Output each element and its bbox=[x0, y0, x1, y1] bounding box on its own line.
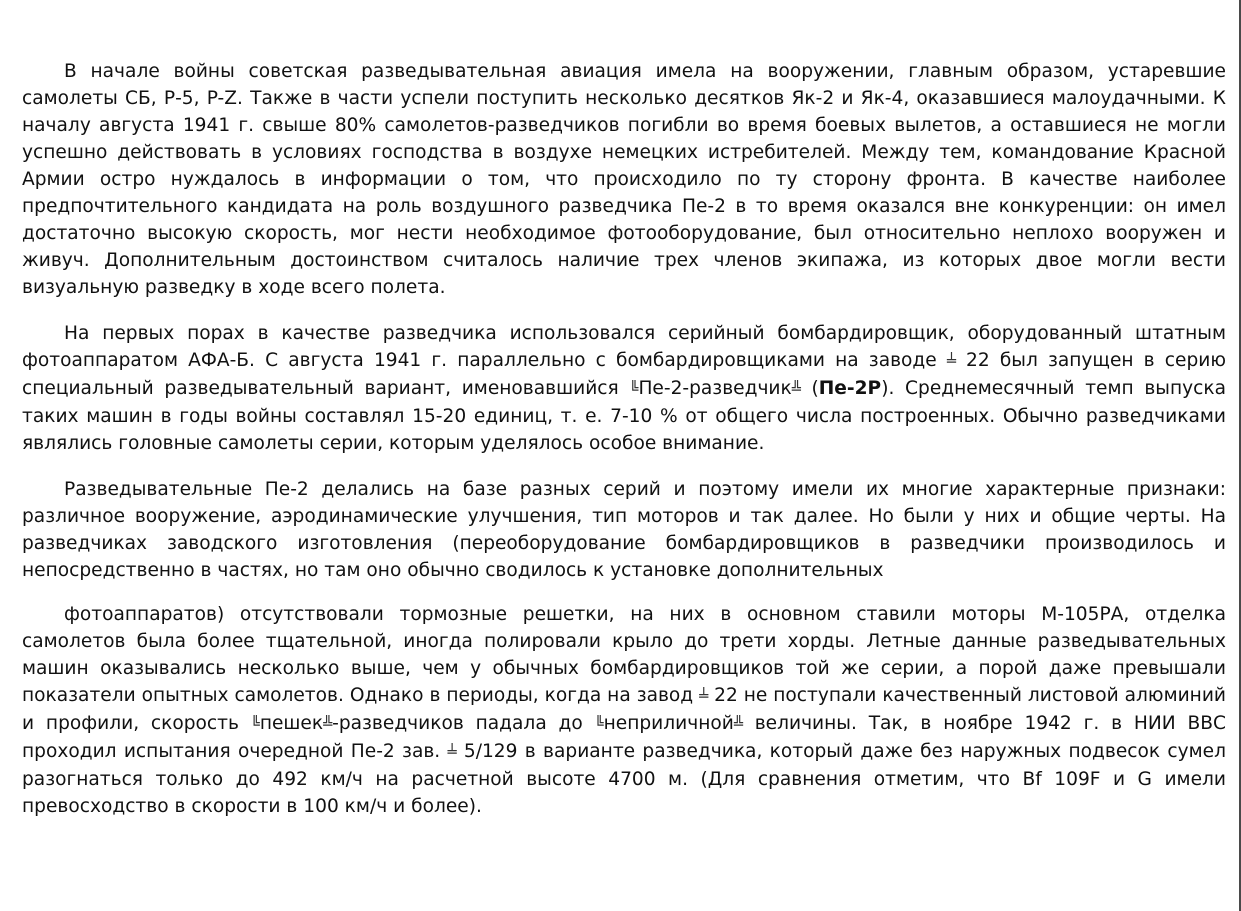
article-body bbox=[22, 58, 1226, 839]
paragraph-4-text-1: фотоаппаратов) отсутствовали тормозные решетки, на них в основном ставили моторы М-105РА, отделка самолетов была более тщательной, иногда полировали крыло до трети хорды. Летные данные разведывательных машин оказывались несколько выше, чем у обычных бомбардировщиков той же серии, а порой даже превышали показатели опытных самолетов. Однако в периоды, когда на завод bbox=[22, 604, 1226, 706]
bold-designation: Пе-2Р bbox=[818, 378, 882, 399]
paragraph-4-text-6: величины. Так, в ноябре 1942 г. в НИИ ВВС проходил испытания очередной Пе-2 зав. bbox=[22, 713, 1226, 762]
number-sign-glyph: ╧ bbox=[699, 687, 709, 705]
close-quote-glyph: ╩ bbox=[323, 715, 333, 733]
open-quote-glyph: ╚ bbox=[629, 380, 639, 398]
paragraph-2-text-1: На первых порах в качестве разведчика использовался серийный бомбардировщик, оборудованный штатным фотоаппаратом АФА-Б. С августа 1941 г. параллельно с бомбардировщиками на заводе bbox=[22, 323, 1226, 371]
open-quote-glyph: ╚ bbox=[250, 715, 260, 733]
paragraph-4 bbox=[22, 601, 1226, 820]
paragraph-4-quoted-word-1: пешек bbox=[259, 713, 324, 734]
paragraph-4-text-4: -разведчиков падала до bbox=[332, 713, 595, 734]
close-quote-glyph: ╩ bbox=[733, 715, 743, 733]
number-sign-glyph: ╧ bbox=[946, 352, 956, 370]
paragraph-2-text-4: ( bbox=[800, 378, 819, 399]
paragraph-2-text-5: ). Среднемесячный темп выпуска таких машин в годы войны составлял 15-20 единиц, т. е. 7-10 % от общего числа построенных. Обычно разведчиками являлись головные самолеты серии, которым уделялось особое внимание. bbox=[22, 378, 1226, 454]
paragraph-3: Разведывательные Пе-2 делались на базе разных серий и поэтому имели их многие характерные признаки: различное вооружение, аэродинамические улучшения, тип моторов и так далее. Но были у них и общие черты. На разведчиках заводского изготовления (переоборудование бомбардировщиков в разведчики производилось и непосредственно в частях, но там оно обычно сводилось к установке дополнительных bbox=[22, 479, 1226, 581]
paragraph-1: В начале войны советская разведывательная авиация имела на вооружении, главным образом, устаревшие самолеты СБ, Р-5, P-Z. Также в части успели поступить несколько десятков Як-2 и Як-4, оказавшиеся малоудачными. К началу августа 1941 г. свыше 80% самолетов-разведчиков погибли во время боевых вылетов, а оставшиеся не могли успешно действовать в условиях господства в воздухе немецких истребителей. Между тем, командование Красной Армии остро нуждалось в информации о том, что происходило по ту сторону фронта. В качестве наиболее предпочтительного кандидата на роль воздушного разведчика Пе-2 в то время оказался вне конкуренции: он имел достаточно высокую скорость, мог нести необходимое фотооборудование, был относительно неплохо вооружен и живуч. Дополнительным достоинством считалось наличие трех членов экипажа, из которых двое могли вести визуальную разведку в ходе всего полета. bbox=[22, 61, 1226, 298]
open-quote-glyph: ╚ bbox=[594, 715, 604, 733]
paragraph-4-text-7: 5/129 в варианте разведчика, который даже без наружных подвесок сумел разогнаться только до 492 км/ч на расчетной высоте 4700 м. (Для сравнения отметим, что Bf 109F и G имели превосходство в скорости в 100 км/ч и более). bbox=[22, 741, 1226, 817]
paragraph-2-quoted-name: Пе-2-разведчик bbox=[638, 378, 792, 399]
number-sign-glyph: ╧ bbox=[447, 743, 457, 761]
paragraph-2 bbox=[22, 320, 1226, 457]
paragraph-4-text-2: 22 не поступали качественный листовой алюминий и профили, скорость bbox=[22, 685, 1226, 734]
paragraph-4-quoted-word-2: неприличной bbox=[603, 713, 734, 734]
close-quote-glyph: ╩ bbox=[791, 380, 801, 398]
paragraph-2-text-2: 22 был запущен в серию специальный разведывательный вариант, именовавшийся bbox=[22, 350, 1226, 399]
